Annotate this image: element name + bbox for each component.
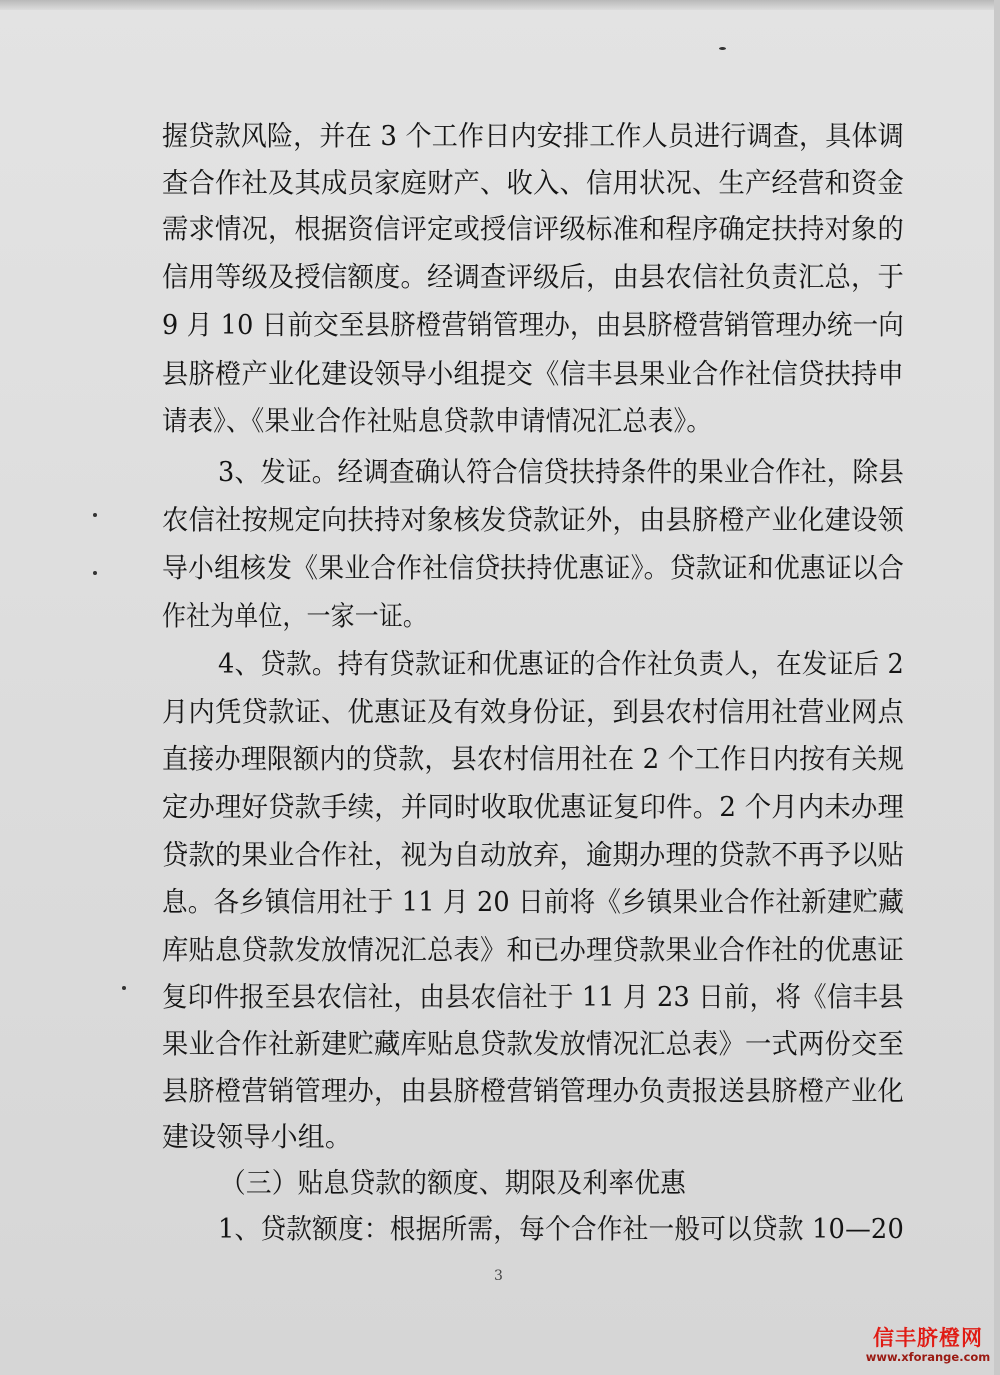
paragraph-start xyxy=(0,1209,1000,1249)
watermark-url: www.xforange.com xyxy=(865,1350,991,1364)
text-line xyxy=(0,500,1000,540)
text-line xyxy=(0,692,1000,732)
text-line xyxy=(0,548,1000,588)
text-line-content: 需求情况，根据资信评定或授信评级标准和程序确定扶持对象的 xyxy=(162,213,904,245)
text-line xyxy=(0,401,1000,441)
text-line-content: 库贴息贷款发放情况汇总表》和已办理贷款果业合作社的优惠证 xyxy=(162,934,904,966)
text-line-content: 果业合作社新建贮藏库贴息贷款发放情况汇总表》一式两份交至 xyxy=(162,1028,904,1060)
text-line-content: 作社为单位，一家一证。 xyxy=(162,600,427,632)
text-line-content: 定办理好贷款手续，并同时收取优惠证复印件。2 个月内未办理 xyxy=(162,791,904,823)
text-line-content: 1、贷款额度：根据所需，每个合作社一般可以贷款 10—20 xyxy=(218,1213,904,1245)
text-line xyxy=(0,1117,1000,1157)
text-line-content: 直接办理限额内的贷款，县农村信用社在 2 个工作日内按有关规 xyxy=(162,743,904,775)
text-line-content: （三）贴息贷款的额度、期限及利率优惠 xyxy=(220,1167,686,1199)
page-number: 3 xyxy=(494,1268,503,1284)
text-line-content: 信用等级及授信额度。经调查评级后，由县农信社负责汇总，于 xyxy=(162,261,904,293)
text-line xyxy=(0,930,1000,970)
text-line-content: 月内凭贷款证、优惠证及有效身份证，到县农村信用社营业网点 xyxy=(162,696,904,728)
paragraph-start xyxy=(0,452,1000,492)
text-line xyxy=(0,977,1000,1017)
text-line-content: 9 月 10 日前交至县脐橙营销管理办，由县脐橙营销管理办统一向 xyxy=(162,309,904,341)
text-line xyxy=(0,354,1000,394)
watermark-title: 信丰脐橙网 xyxy=(873,1326,983,1350)
text-line xyxy=(0,1024,1000,1064)
text-line xyxy=(0,739,1000,779)
text-line xyxy=(0,835,1000,875)
text-line xyxy=(0,163,1000,203)
text-line-content: 县脐橙营销管理办，由县脐橙营销管理办负责报送县脐橙产业化 xyxy=(162,1075,904,1107)
text-line xyxy=(0,787,1000,827)
text-line xyxy=(0,257,1000,297)
text-line-content: 农信社按规定向扶持对象核发贷款证外，由县脐橙产业化建设领 xyxy=(162,504,904,536)
text-line-content: 请表》、《果业合作社贴息贷款申请情况汇总表》。 xyxy=(162,405,712,437)
site-watermark xyxy=(862,1326,994,1372)
text-line-content: 导小组核发《果业合作社信贷扶持优惠证》。贷款证和优惠证以合 xyxy=(162,552,904,584)
paragraph-start xyxy=(0,644,1000,684)
text-line xyxy=(0,882,1000,922)
text-line-content: 复印件报至县农信社，由县农信社于 11 月 23 日前，将《信丰县 xyxy=(162,981,904,1013)
text-line-content: 3、发证。经调查确认符合信贷扶持条件的果业合作社，除县 xyxy=(218,456,904,488)
text-line xyxy=(0,209,1000,249)
scan-speck xyxy=(719,47,726,50)
text-line-content: 4、贷款。持有贷款证和优惠证的合作社负责人，在发证后 2 xyxy=(218,648,904,680)
scan-top-edge xyxy=(0,0,1000,10)
text-line-content: 县脐橙产业化建设领导小组提交《信丰县果业合作社信贷扶持申 xyxy=(162,358,904,390)
text-line xyxy=(0,1071,1000,1111)
text-line-content: 查合作社及其成员家庭财产、收入、信用状况、生产经营和资金 xyxy=(162,167,904,199)
text-line-content: 息。各乡镇信用社于 11 月 20 日前将《乡镇果业合作社新建贮藏 xyxy=(162,886,904,918)
text-line-content: 贷款的果业合作社，视为自动放弃，逾期办理的贷款不再予以贴 xyxy=(162,839,904,871)
text-line xyxy=(0,116,1000,156)
section-heading xyxy=(0,1163,1000,1203)
text-line-content: 握贷款风险，并在 3 个工作日内安排工作人员进行调查，具体调 xyxy=(162,120,904,152)
text-line xyxy=(0,596,1000,636)
text-line-content: 建设领导小组。 xyxy=(162,1121,352,1153)
text-line xyxy=(0,305,1000,345)
